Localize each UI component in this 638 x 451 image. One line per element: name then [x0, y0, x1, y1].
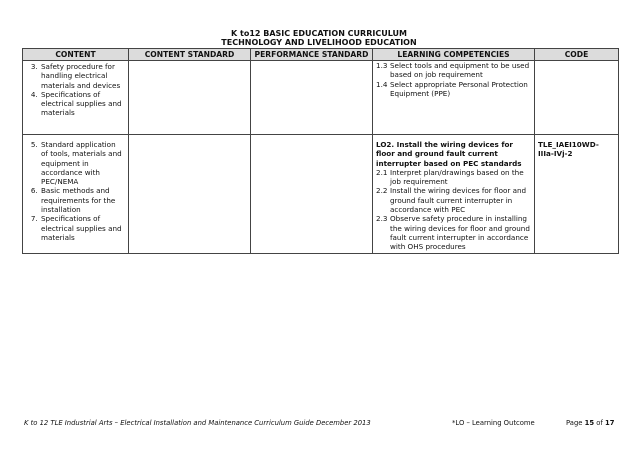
competency-item — [376, 80, 530, 99]
list-item: 7. Specifications of electrical supplies and materials — [40, 214, 124, 242]
column-header-content-standard: CONTENT STANDARD — [129, 49, 251, 61]
list-item: 6. Basic methods and requirements for the installation — [40, 186, 124, 214]
of-label: of — [596, 419, 603, 427]
column-header-performance-standard: PERFORMANCE STANDARD — [251, 49, 373, 61]
competency-number: 2.1 — [376, 167, 388, 177]
table-row — [23, 61, 619, 135]
content-cell — [23, 61, 129, 135]
content-standard-cell — [129, 61, 251, 135]
competency-text: Observe safety procedure in installing the wiring devices for floor and ground fault current interrupter in accordance with OHS procedures — [390, 214, 530, 252]
footer-title: K to 12 TLE Industrial Arts – Electrical Installation and Maintenance Curriculum Guide December 2013 — [24, 419, 371, 427]
competency-text: Install the wiring devices for floor and ground fault current interrupter in accordance with PEC — [390, 186, 527, 215]
competency-number: 1.4 — [376, 79, 388, 89]
curriculum-title: K to12 BASIC EDUCATION CURRICULUM — [231, 29, 407, 38]
competency-text: Interpret plan/drawings based on the job requirement — [390, 167, 524, 187]
code-cell — [535, 61, 619, 135]
curriculum-table — [22, 48, 619, 254]
curriculum-subtitle: TECHNOLOGY AND LIVELIHOOD EDUCATION — [221, 38, 417, 47]
competency-text: Select appropriate Personal Protection Equipment (PPE) — [390, 79, 528, 98]
competency-number: 2.3 — [376, 214, 388, 224]
content-cell — [23, 135, 129, 254]
competency-item — [376, 214, 530, 251]
competency-item — [376, 186, 530, 214]
total-pages: 17 — [605, 419, 615, 427]
table-header-row — [23, 49, 619, 61]
code-cell — [535, 135, 619, 254]
page-label: Page — [566, 419, 583, 427]
content-standard-cell — [129, 135, 251, 254]
performance-standard-cell — [251, 135, 373, 254]
column-header-code: CODE — [535, 49, 619, 61]
list-item: 4. Specifications of electrical supplies and materials — [40, 90, 124, 118]
learning-outcome-heading: LO2. Install the wiring devices for floor and ground fault current interrupter based on PEC standards — [376, 140, 522, 168]
table-row — [23, 135, 619, 254]
competency-item — [376, 168, 530, 187]
competency-number: 2.2 — [376, 186, 388, 196]
learning-competencies-cell — [373, 61, 535, 135]
competency-code: TLE_IAEI10WD-IIIa-IVj-2 — [538, 140, 599, 159]
current-page: 15 — [584, 419, 595, 427]
column-header-learning-competencies: LEARNING COMPETENCIES — [373, 49, 535, 61]
page-number — [566, 419, 614, 428]
competency-text: Select tools and equipment to be used based on job requirement — [390, 61, 530, 80]
list-item: 5. Standard application of tools, materials and equipment in accordance with PEC/NEMA — [40, 140, 124, 186]
learning-competencies-cell — [373, 135, 535, 254]
content-list — [40, 140, 124, 242]
content-list — [40, 62, 124, 118]
list-item: 3. Safety procedure for handling electrical materials and devices — [40, 62, 124, 90]
performance-standard-cell — [251, 61, 373, 135]
footer-note: *LO – Learning Outcome — [452, 419, 535, 427]
column-header-content: CONTENT — [23, 49, 129, 61]
competency-number: 1.3 — [376, 61, 388, 70]
competency-item — [376, 61, 530, 80]
